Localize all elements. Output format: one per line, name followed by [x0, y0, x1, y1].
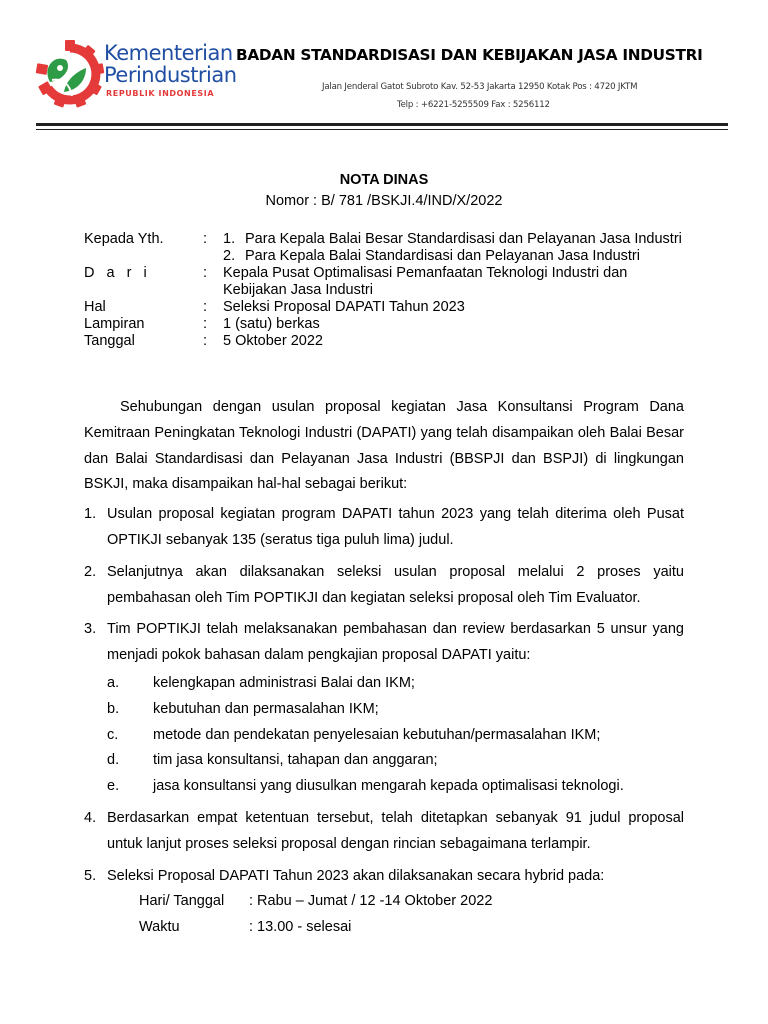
- ministry-name: [104, 42, 237, 86]
- colon: :: [203, 299, 208, 315]
- list-number: 4.: [84, 809, 97, 826]
- schedule-row: [139, 889, 684, 915]
- sublist-text: kebutuhan dan permasalahan IKM;: [153, 700, 379, 717]
- date-label: Tanggal: [84, 333, 135, 349]
- sublist-item: [107, 723, 684, 749]
- attachment-value: 1 (satu) berkas: [223, 316, 320, 332]
- from-label: D a r i: [84, 265, 151, 281]
- list-item: [84, 617, 684, 800]
- to-row: [84, 231, 684, 265]
- ministry-name-line2: Perindustrian: [104, 63, 237, 87]
- sublist-text: jasa konsultansi yang diusulkan mengarah kepada optimalisasi teknologi.: [153, 778, 624, 795]
- list-text: Selanjutnya akan dilaksanakan seleksi usulan proposal melalui 2 proses yaitu pembahasan oleh Tim POPTIKJI dan kegiatan seleksi proposal oleh Tim Evaluator.: [107, 563, 684, 606]
- intro-paragraph: Sehubungan dengan usulan proposal kegiatan Jasa Konsultansi Program Dana Kemitraan Peningkatan Teknologi Industri (DAPATI) yang telah disampaikan oleh Balai Besar dan Balai Standardisasi dan Pelayanan Jasa Industri (BBSPJI dan BSPJI) di lingkungan BSKJI, maka disampaikan hal-hal sebagai berikut:: [84, 399, 684, 493]
- document-number: Nomor : B/ 781 /BSKJI.4/IND/X/2022: [265, 193, 503, 209]
- schedule-value: : 13.00 - selesai: [249, 919, 352, 936]
- recipient-item: [223, 248, 684, 265]
- from-row: [84, 265, 684, 299]
- sublist-letter: d.: [107, 752, 120, 769]
- sublist-letter: e.: [107, 778, 120, 795]
- document-title: NOTA DINAS: [339, 172, 429, 188]
- subject-value: Seleksi Proposal DAPATI Tahun 2023: [223, 299, 465, 315]
- attachment-row: [84, 316, 684, 333]
- agency-address: Jalan Jenderal Gatot Subroto Kav. 52-53 Jakarta 12950 Kotak Pos : 4720 JKTM: [322, 82, 638, 92]
- header-divider-thin: [36, 129, 728, 130]
- recipient-number: 2.: [223, 248, 236, 264]
- schedule-label: Waktu: [139, 919, 180, 936]
- subject-label: Hal: [84, 299, 106, 315]
- list-number: 2.: [84, 563, 97, 580]
- agency-name: BADAN STANDARDISASI DAN KEBIJAKAN JASA INDUSTRI: [236, 46, 703, 64]
- ministry-country: REPUBLIK INDONESIA: [106, 89, 215, 98]
- ministry-name-line1: Kementerian: [104, 41, 233, 65]
- memo-header-fields: [84, 231, 684, 350]
- subject-row: [84, 299, 684, 316]
- list-item: [84, 864, 684, 941]
- list-text: Seleksi Proposal DAPATI Tahun 2023 akan dilaksanakan secara hybrid pada:: [107, 867, 605, 884]
- schedule-value: : Rabu – Jumat / 12 -14 Oktober 2022: [249, 893, 493, 910]
- list-item: [84, 502, 684, 554]
- date-value: 5 Oktober 2022: [223, 333, 323, 349]
- list-number: 1.: [84, 506, 97, 523]
- recipient-item: [223, 231, 684, 248]
- list-item-content: [107, 864, 684, 941]
- memo-body: [84, 395, 684, 947]
- sublist-text: metode dan pendekatan penyelesaian kebutuhan/permasalahan IKM;: [153, 726, 601, 743]
- recipients: [223, 231, 684, 265]
- colon: :: [203, 333, 208, 349]
- sublist-item: [107, 671, 684, 697]
- recipient-number: 1.: [223, 231, 236, 247]
- attachment-label: Lampiran: [84, 316, 145, 332]
- list-text: Tim POPTIKJI telah melaksanakan pembahasan dan review berdasarkan 5 unsur yang menjadi pokok bahasan dalam pengkajian proposal DAPATI yaitu:: [107, 621, 684, 664]
- list-text: Berdasarkan empat ketentuan tersebut, telah ditetapkan sebanyak 91 judul proposal untuk lanjut proses seleksi proposal dengan rincian sebagaimana terlampir.: [107, 809, 684, 852]
- sublist-text: tim jasa konsultansi, tahapan dan anggaran;: [153, 752, 438, 769]
- colon: :: [203, 265, 208, 281]
- sublist-letter: c.: [107, 726, 119, 743]
- agency-contact: Telp : +6221-5255509 Fax : 5256112: [397, 100, 550, 110]
- header-divider-thick: [36, 123, 728, 126]
- list-number: 5.: [84, 867, 97, 884]
- schedule-block: [139, 889, 684, 941]
- recipient-text: Para Kepala Balai Standardisasi dan Pelayanan Jasa Industri: [245, 248, 640, 264]
- list-item: [84, 806, 684, 858]
- criteria-sublist: [107, 671, 684, 800]
- date-row: [84, 333, 684, 350]
- recipient-text: Para Kepala Balai Besar Standardisasi dan Pelayanan Jasa Industri: [245, 231, 682, 247]
- sublist-letter: a.: [107, 674, 120, 691]
- list-item: [84, 560, 684, 612]
- sublist-item: [107, 748, 684, 774]
- colon: :: [203, 231, 208, 247]
- gear-leaf-logo-icon: [34, 38, 106, 110]
- sublist-text: kelengkapan administrasi Balai dan IKM;: [153, 674, 415, 691]
- colon: :: [203, 316, 208, 332]
- numbered-list: [84, 502, 684, 941]
- list-number: 3.: [84, 621, 97, 638]
- list-item-content: [107, 617, 684, 800]
- letterhead: [0, 0, 768, 135]
- from-value: Kepala Pusat Optimalisasi Pemanfaatan Teknologi Industri dan Kebijakan Jasa Industri: [223, 265, 628, 298]
- schedule-row: [139, 915, 684, 941]
- list-text: Usulan proposal kegiatan program DAPATI tahun 2023 yang telah diterima oleh Pusat OPTIKJI sebanyak 135 (seratus tiga puluh lima) judul.: [107, 506, 684, 548]
- sublist-item: [107, 697, 684, 723]
- sublist-letter: b.: [107, 700, 120, 717]
- schedule-label: Hari/ Tanggal: [139, 893, 225, 910]
- sublist-item: [107, 774, 684, 800]
- to-label: Kepada Yth.: [84, 231, 164, 247]
